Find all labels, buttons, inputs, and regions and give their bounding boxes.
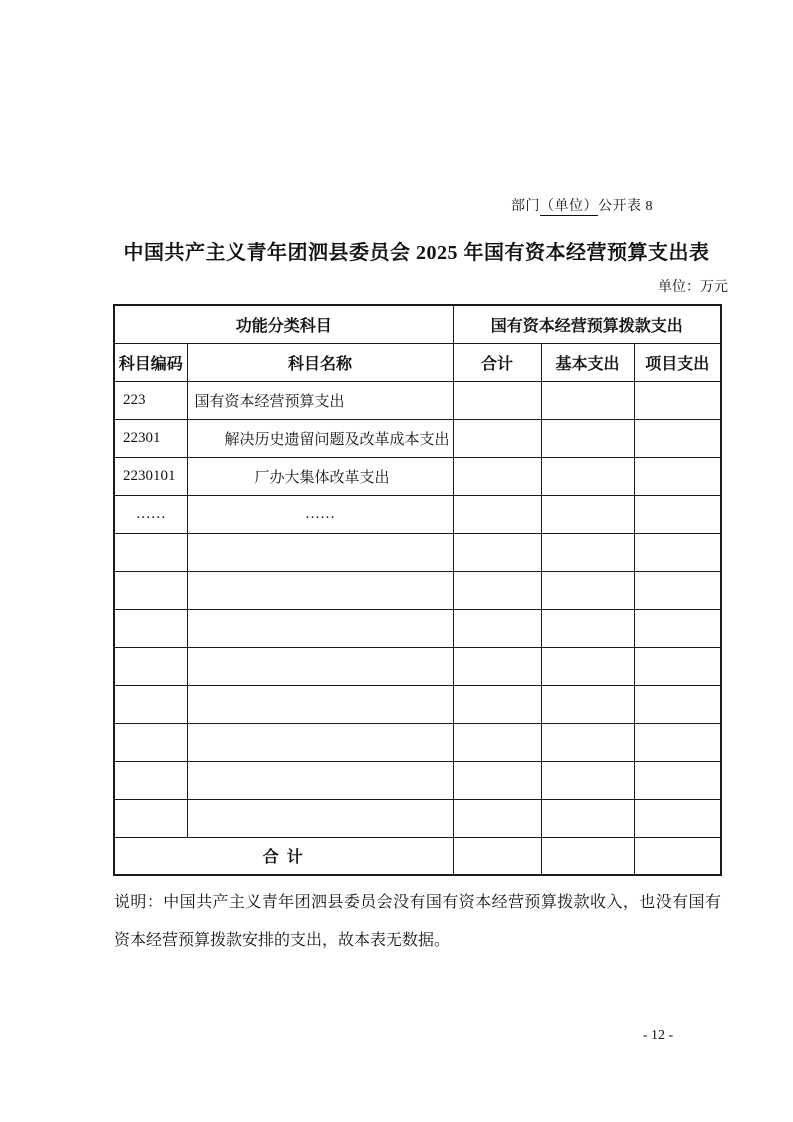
- basic-expenditure-cell: [541, 647, 634, 685]
- subject-code-cell: [114, 647, 187, 685]
- subject-name-cell: 厂办大集体改革支出: [187, 457, 453, 495]
- column-header-project-expenditure: 项目支出: [634, 343, 721, 381]
- unit-label: 单位：万元: [658, 280, 728, 295]
- table-row: [114, 419, 721, 457]
- project-expenditure-cell: [634, 381, 721, 419]
- subject-code-cell: [114, 609, 187, 647]
- doc-form-label: [0, 195, 653, 215]
- total-label: 合 计: [114, 837, 453, 875]
- table-row: [114, 799, 721, 837]
- table-row: [114, 533, 721, 571]
- basic-expenditure-cell: [541, 799, 634, 837]
- table-row: [114, 647, 721, 685]
- column-header-subject-name: 科目名称: [187, 343, 453, 381]
- table-row: [114, 457, 721, 495]
- subject-code-cell: 22301: [114, 419, 187, 457]
- page-title: 中国共产主义青年团泗县委员会 2025 年国有资本经营预算支出表: [123, 242, 710, 264]
- column-header-total: 合计: [453, 343, 541, 381]
- total-cell: [453, 761, 541, 799]
- basic-expenditure-cell: [541, 571, 634, 609]
- subject-name-cell: 解决历史遗留问题及改革成本支出: [187, 419, 453, 457]
- total-cell: [453, 571, 541, 609]
- total-cell: [453, 647, 541, 685]
- table-row: [114, 571, 721, 609]
- page-number: - 12 -: [642, 1028, 674, 1043]
- project-expenditure-cell: [634, 571, 721, 609]
- project-expenditure-cell: [634, 609, 721, 647]
- table-body: [114, 381, 721, 837]
- project-expenditure-cell: [634, 457, 721, 495]
- total-value-total: [453, 837, 541, 875]
- total-cell: [453, 799, 541, 837]
- subject-name-cell: [187, 609, 453, 647]
- subject-code-cell: [114, 685, 187, 723]
- basic-expenditure-cell: [541, 457, 634, 495]
- basic-expenditure-cell: [541, 609, 634, 647]
- total-cell: [453, 609, 541, 647]
- doc-form-label-prefix: 部门: [511, 199, 540, 214]
- basic-expenditure-cell: [541, 723, 634, 761]
- doc-form-label-suffix: 公开表 8: [598, 199, 653, 214]
- subject-code-cell: ……: [114, 495, 187, 533]
- table-group-header-row: [114, 305, 721, 343]
- total-value-basic: [541, 837, 634, 875]
- total-cell: [453, 419, 541, 457]
- subject-name-cell: [187, 685, 453, 723]
- header-functional-classification: 功能分类科目: [114, 305, 453, 343]
- project-expenditure-cell: [634, 799, 721, 837]
- total-value-project: [634, 837, 721, 875]
- subject-name-cell: ……: [187, 495, 453, 533]
- project-expenditure-cell: [634, 723, 721, 761]
- basic-expenditure-cell: [541, 685, 634, 723]
- subject-name-cell: 国有资本经营预算支出: [187, 381, 453, 419]
- subject-name-cell: [187, 571, 453, 609]
- project-expenditure-cell: [634, 761, 721, 799]
- table-row: [114, 609, 721, 647]
- doc-form-label-unit: （单位）: [540, 199, 598, 214]
- total-cell: [453, 457, 541, 495]
- basic-expenditure-cell: [541, 419, 634, 457]
- subject-code-cell: [114, 533, 187, 571]
- total-cell: [453, 533, 541, 571]
- subject-code-cell: 2230101: [114, 457, 187, 495]
- total-cell: [453, 685, 541, 723]
- table-column-header-row: [114, 343, 721, 381]
- table-row: [114, 723, 721, 761]
- budget-table: [113, 304, 722, 876]
- project-expenditure-cell: [634, 533, 721, 571]
- total-row: [114, 837, 721, 875]
- table-row: [114, 381, 721, 419]
- total-cell: [453, 723, 541, 761]
- subject-code-cell: 223: [114, 381, 187, 419]
- subject-name-cell: [187, 761, 453, 799]
- subject-code-cell: [114, 761, 187, 799]
- total-cell: [453, 495, 541, 533]
- project-expenditure-cell: [634, 685, 721, 723]
- note-label: 说明：: [114, 894, 164, 911]
- basic-expenditure-cell: [541, 381, 634, 419]
- explanatory-note: [114, 884, 721, 960]
- total-cell: [453, 381, 541, 419]
- header-state-capital-appropriation: 国有资本经营预算拨款支出: [453, 305, 721, 343]
- project-expenditure-cell: [634, 647, 721, 685]
- note-text: 中国共产主义青年团泗县委员会没有国有资本经营预算拨款收入，也没有国有资本经营预算拨款安排的支出，故本表无数据。: [114, 894, 721, 949]
- table-row: [114, 685, 721, 723]
- basic-expenditure-cell: [541, 495, 634, 533]
- project-expenditure-cell: [634, 419, 721, 457]
- subject-code-cell: [114, 571, 187, 609]
- table-row: [114, 761, 721, 799]
- basic-expenditure-cell: [541, 533, 634, 571]
- subject-name-cell: [187, 723, 453, 761]
- column-header-subject-code: 科目编码: [114, 343, 187, 381]
- subject-code-cell: [114, 799, 187, 837]
- subject-name-cell: [187, 799, 453, 837]
- project-expenditure-cell: [634, 495, 721, 533]
- table-row: [114, 495, 721, 533]
- subject-name-cell: [187, 647, 453, 685]
- subject-code-cell: [114, 723, 187, 761]
- column-header-basic-expenditure: 基本支出: [541, 343, 634, 381]
- basic-expenditure-cell: [541, 761, 634, 799]
- subject-name-cell: [187, 533, 453, 571]
